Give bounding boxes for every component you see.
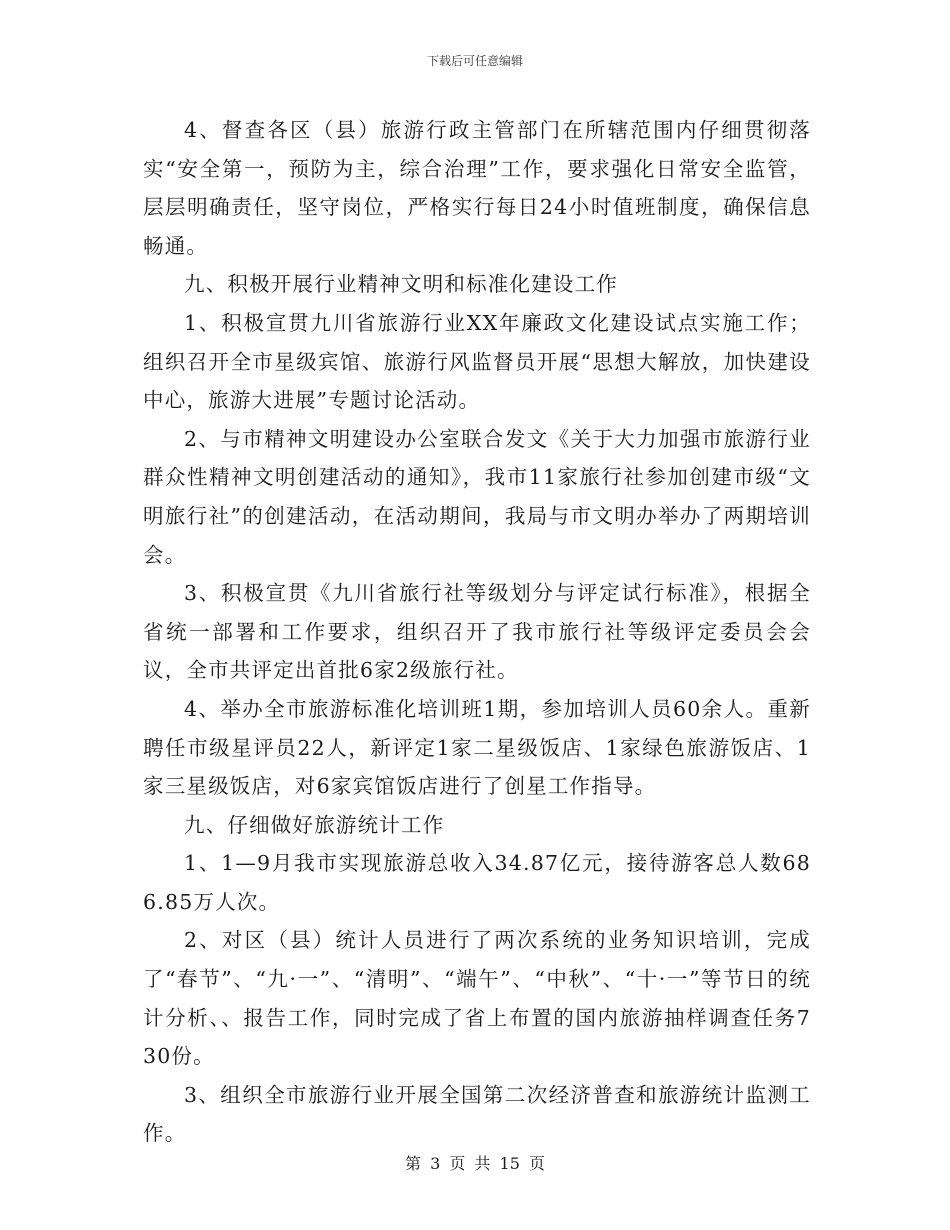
section-heading-civilization: 九、积极开展行业精神文明和标准化建设工作 <box>184 272 618 297</box>
paragraph-standardization-training: 4、举办全市旅游标准化培训班1期，参加培训人员60余人。重新聘任市级星评员22人，新评定1家二星级饭店、1家绿色旅游饭店、1家三星级饭店，对6家宾馆饭店进行了创星工作指导。 <box>143 696 811 799</box>
page-header-note: 下载后可任意编辑 <box>426 54 523 68</box>
paragraph-economic-census: 3、组织全市旅游行业开展全国第二次经济普查和旅游统计监测工作。 <box>143 1082 811 1146</box>
section-heading-statistics: 九、仔细做好旅游统计工作 <box>184 812 445 837</box>
paragraph-agency-rating: 3、积极宣贯《九川省旅行社等级划分与评定试行标准》，根据全省统一部署和工作要求，组织召开了我市旅行社等级评定委员会会议，全市共评定出首批6家2级旅行社。 <box>143 581 811 683</box>
page-number-footer: 第 3 页 共 15 页 <box>405 1154 545 1173</box>
paragraph-safety-supervision: 4、督查各区（县）旅游行政主管部门在所辖范围内仔细贯彻落实“安全第一，预防为主，综合治理”工作，要求强化日常安全监管，层层明确责任，坚守岗位，严格实行每日24小时值班制度，确保信息畅通。 <box>143 118 811 258</box>
paragraph-statistics-training: 2、对区（县）统计人员进行了两次系统的业务知识培训，完成了“春节”、“九·一”、“清明”、“端午”、“中秋”、“十·一”等节日的统计分析、、报告工作，同时完成了省上布置的国内旅游抽样调查任务730份。 <box>143 928 811 1069</box>
paragraph-tourism-revenue: 1、1—9月我市实现旅游总收入34.87亿元，接待游客总人数686.85万人次。 <box>143 851 811 914</box>
paragraph-integrity-culture: 1、积极宣贯九川省旅游行业XX年廉政文化建设试点实施工作；组织召开全市星级宾馆、旅游行风监督员开展“思想大解放，加快建设中心，旅游大进展”专题讨论活动。 <box>143 310 811 413</box>
paragraph-civilized-agencies: 2、与市精神文明建设办公室联合发文《关于大力加强市旅游行业群众性精神文明创建活动的通知》，我市11家旅行社参加创建市级“文明旅行社”的创建活动，在活动期间，我局与市文明办举办了两期培训会。 <box>143 426 811 567</box>
document-body <box>143 111 811 1153</box>
